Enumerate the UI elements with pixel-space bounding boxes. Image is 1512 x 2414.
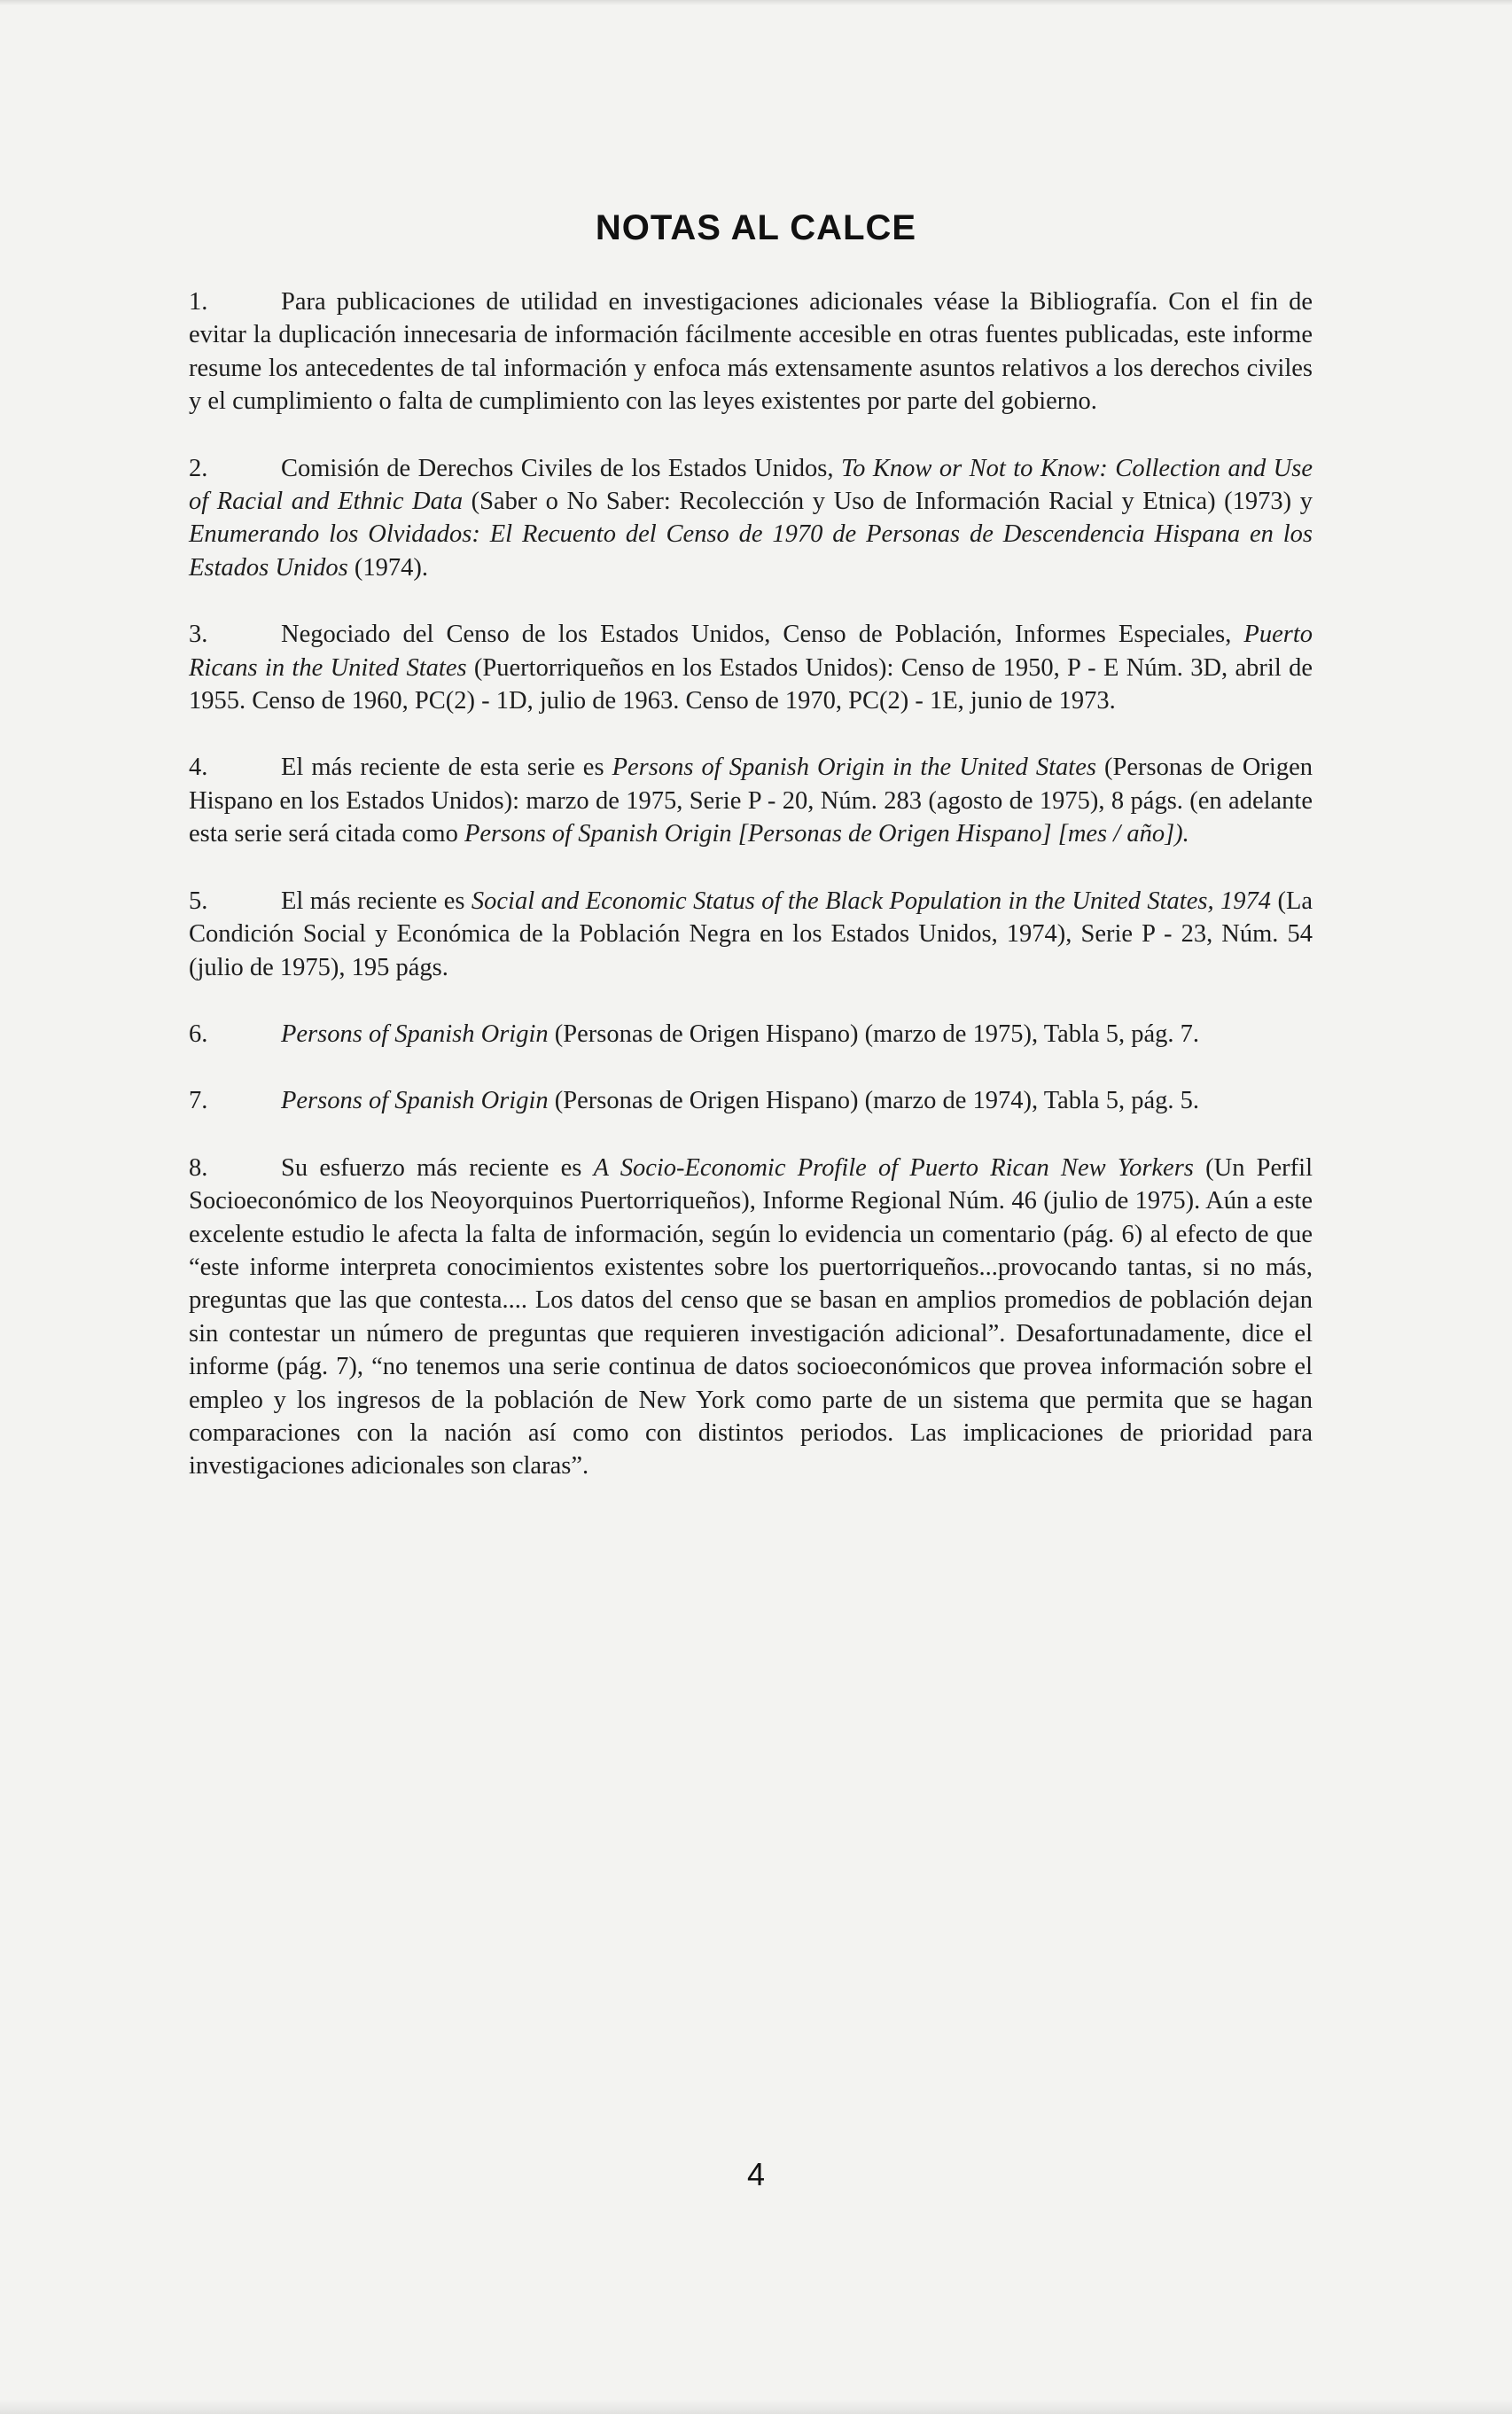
footnote-number: 8. bbox=[189, 1153, 208, 1182]
footnote-number: 1. bbox=[189, 288, 208, 316]
footnote-title-text: A Socio-Economic Profile of Puerto Rican New Yorkers bbox=[593, 1153, 1194, 1182]
footnote-title-text: Persons of Spanish Origin [Personas de Origen Hispano] [mes / año]). bbox=[464, 820, 1189, 848]
page-title: NOTAS AL CALCE bbox=[595, 207, 917, 247]
footnote-6 bbox=[189, 1018, 1313, 1051]
footnote-text: (Personas de Origen Hispano en los Estados Unidos): marzo de 1975, Serie P - 20, Núm. 283 (agosto de 1975), 8 págs. (en adelante esta serie será citada como bbox=[189, 754, 1313, 848]
footnote-3 bbox=[189, 618, 1313, 717]
footnote-text: Su esfuerzo más reciente es bbox=[281, 1153, 594, 1182]
footnote-8 bbox=[189, 1152, 1313, 1483]
footnote-title-text: Persons of Spanish Origin in the United States bbox=[612, 754, 1096, 782]
page-top-edge bbox=[0, 0, 1512, 5]
footnote-title-text: Persons of Spanish Origin bbox=[281, 1087, 549, 1115]
footnote-text: (Un Perfil Socioeconómico de los Neoyorquinos Puertorriqueños), Informe Regional Núm. 46 (julio de 1975). Aún a este excelente estudio le afecta la falta de información, según lo evidencia un comentario (pág. 6) al efecto de que “este informe interpreta conocimientos existentes sobre los puertorriqueños...provocando tantas, si no más, preguntas que las que contesta.... Los datos del censo que se basan en amplios promedios de población dejan sin contestar un número de preguntas que requieren investigación adicional”. Desafortunadamente, dice el informe (pág. 7), “no tenemos una serie continua de datos socioeconómicos que provea información sobre el empleo y los ingresos de la población de New York como parte de un sistema que permita que se hagan comparaciones con la nación así como con distintos periodos. Las implicaciones de prioridad para investigaciones adicionales son claras”. bbox=[189, 1153, 1313, 1480]
footnote-4 bbox=[189, 751, 1313, 850]
footnote-title-text: Social and Economic Status of the Black Population in the United States, 1974 bbox=[471, 887, 1272, 915]
page-number: 4 bbox=[746, 2156, 766, 2192]
footnote-number: 5. bbox=[189, 887, 208, 915]
footnote-2 bbox=[189, 452, 1313, 585]
footnote-text: (Saber o No Saber: Recolección y Uso de Información Racial y Etnica) (1973) y bbox=[463, 488, 1313, 516]
footnote-text: (Personas de Origen Hispano) (marzo de 1974), Tabla 5, pág. 5. bbox=[548, 1087, 1199, 1115]
footnote-title-text: To Know or Not to Know: Collection and Use of Racial and Ethnic Data bbox=[189, 454, 1313, 516]
footnote-number: 2. bbox=[189, 454, 208, 482]
footnote-text: (1974). bbox=[347, 553, 428, 582]
footnote-1 bbox=[189, 285, 1313, 418]
footnote-text: El más reciente de esta serie es bbox=[281, 754, 612, 782]
footnote-number: 6. bbox=[189, 1020, 208, 1048]
footnote-text: Comisión de Derechos Civiles de los Estados Unidos, bbox=[281, 454, 841, 482]
footnote-text: (La Condición Social y Económica de la Población Negra en los Estados Unidos, 1974), Serie P - 23, Núm. 54 (julio de 1975), 195 págs. bbox=[189, 887, 1313, 981]
footnote-number: 4. bbox=[189, 754, 208, 782]
footnote-number: 7. bbox=[189, 1087, 208, 1115]
footnote-7 bbox=[189, 1084, 1313, 1117]
footnote-title-text: Enumerando los Olvidados: El Recuento del Censo de 1970 de Personas de Descendencia Hispana en los Estados Unidos bbox=[189, 520, 1313, 582]
footnote-number: 3. bbox=[189, 621, 208, 649]
footnote-5 bbox=[189, 885, 1313, 984]
page-bottom-edge bbox=[0, 2400, 1512, 2414]
footnote-text: (Puertorriqueños en los Estados Unidos): Censo de 1950, P - E Núm. 3D, abril de 1955. Censo de 1960, PC(2) - 1D, julio de 1963. Censo de 1970, PC(2) - 1E, junio de 1973. bbox=[189, 653, 1313, 715]
footnote-title-text: Puerto Ricans in the United States bbox=[189, 621, 1313, 682]
footnote-text: El más reciente es bbox=[281, 887, 472, 915]
footnote-text: Para publicaciones de utilidad en investigaciones adicionales véase la Bibliografía. Con el fin de evitar la duplicación innecesaria de información fácilmente accesible en otras fuentes publicadas, este informe resume los antecedentes de tal información y enfoca más extensamente asuntos relativos a los derechos civiles y el cumplimiento o falta de cumplimiento con las leyes existentes por parte del gobierno. bbox=[189, 288, 1313, 416]
footnotes-list bbox=[189, 285, 1313, 1517]
footnote-text: (Personas de Origen Hispano) (marzo de 1975), Tabla 5, pág. 7. bbox=[548, 1020, 1199, 1048]
footnote-title-text: Persons of Spanish Origin bbox=[281, 1020, 549, 1048]
footnote-text: Negociado del Censo de los Estados Unidos, Censo de Población, Informes Especiales, bbox=[281, 621, 1244, 649]
